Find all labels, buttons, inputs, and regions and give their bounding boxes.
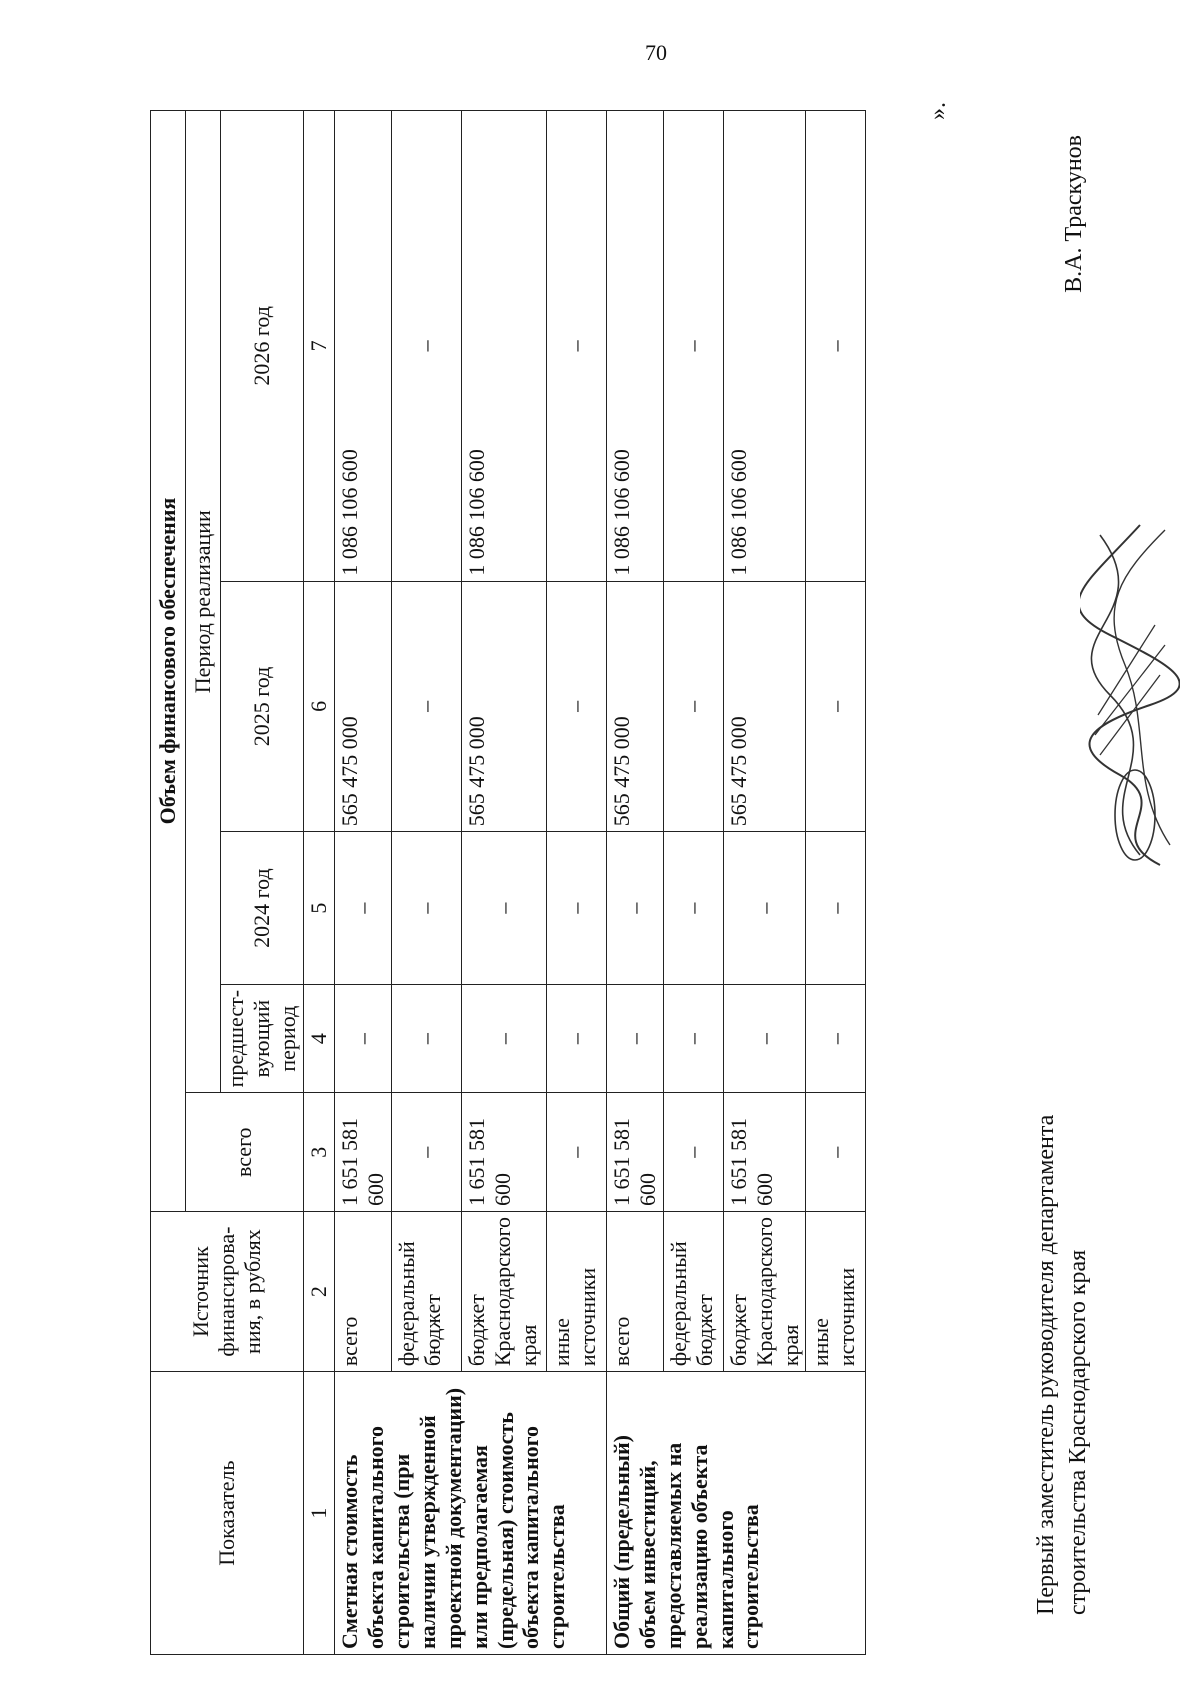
prev-cell: –	[723, 984, 806, 1092]
total-cell: 1 651 581 600	[461, 1093, 546, 1212]
header-2026: 2026 год	[221, 111, 304, 582]
source-cell: бюджет Краснодарского края	[723, 1212, 806, 1372]
total-cell: –	[391, 1093, 461, 1212]
y2024-cell: –	[334, 832, 391, 985]
y2026-cell: –	[391, 111, 461, 582]
signer-name: В.А. Траскунов	[1061, 135, 1087, 293]
source-cell: всего	[606, 1212, 663, 1372]
source-cell: иные источники	[546, 1212, 606, 1372]
total-cell: 1 651 581 600	[334, 1093, 391, 1212]
y2024-cell: –	[461, 832, 546, 985]
col-number: 2	[303, 1212, 334, 1372]
col-number: 6	[303, 581, 334, 832]
total-cell: –	[546, 1093, 606, 1212]
header-period: Период реализации	[186, 111, 221, 1093]
y2024-cell: –	[663, 832, 723, 985]
handwritten-signature	[1080, 515, 1180, 875]
col-number: 5	[303, 832, 334, 985]
financing-table	[150, 110, 866, 1655]
column-number-row	[303, 111, 334, 1655]
total-cell: –	[663, 1093, 723, 1212]
source-cell: всего	[334, 1212, 391, 1372]
source-cell: федеральный бюджет	[391, 1212, 461, 1372]
source-cell: иные источники	[806, 1212, 866, 1372]
y2026-cell: –	[663, 111, 723, 582]
prev-cell: –	[806, 984, 866, 1092]
col-number: 4	[303, 984, 334, 1092]
y2025-cell: 565 475 000	[334, 581, 391, 832]
y2025-cell: –	[806, 581, 866, 832]
prev-cell: –	[606, 984, 663, 1092]
signer-title	[1030, 1115, 1095, 1615]
signer-title-line1: Первый заместитель руководителя департамента	[1033, 1114, 1059, 1615]
y2026-cell: 1 086 106 600	[606, 111, 663, 582]
signer-title-line2: строительства Краснодарского края	[1065, 1249, 1092, 1615]
y2026-cell: 1 086 106 600	[461, 111, 546, 582]
prev-cell: –	[334, 984, 391, 1092]
total-cell: 1 651 581 600	[606, 1093, 663, 1212]
indicator-cell: Общий (предельный) объем инвестиций, предоставляемых на реализацию объекта капитального строительства	[606, 1372, 866, 1655]
rotated-page-content	[150, 102, 1200, 1655]
closing-quote: ».	[925, 102, 951, 120]
y2026-cell: 1 086 106 600	[723, 111, 806, 582]
header-2025: 2025 год	[221, 581, 304, 832]
col-number: 7	[303, 111, 334, 582]
page-number: 70	[645, 40, 667, 65]
y2024-cell: –	[606, 832, 663, 985]
prev-cell: –	[546, 984, 606, 1092]
y2025-cell: 565 475 000	[606, 581, 663, 832]
header-indicator: Показатель	[151, 1372, 304, 1655]
prev-cell: –	[663, 984, 723, 1092]
header-financing-volume: Объем финансового обеспечения	[151, 111, 186, 1212]
total-cell: –	[806, 1093, 866, 1212]
header-source: Источник финансирова-ния, в рублях	[151, 1212, 304, 1372]
prev-cell: –	[461, 984, 546, 1092]
y2024-cell: –	[723, 832, 806, 985]
header-total: всего	[186, 1093, 304, 1212]
table-row	[334, 111, 391, 1655]
y2025-cell: –	[391, 581, 461, 832]
indicator-cell: Сметная стоимость объекта капитального строительства (при наличии утвержденной проектной документации) или предполагаемая (предельная) стоимость объекта капитального строительства	[334, 1372, 606, 1655]
y2024-cell: –	[806, 832, 866, 985]
y2024-cell: –	[391, 832, 461, 985]
y2026-cell: –	[546, 111, 606, 582]
y2026-cell: 1 086 106 600	[334, 111, 391, 582]
header-2024: 2024 год	[221, 832, 304, 985]
y2026-cell: –	[806, 111, 866, 582]
y2025-cell: 565 475 000	[723, 581, 806, 832]
y2025-cell: 565 475 000	[461, 581, 546, 832]
col-number: 3	[303, 1093, 334, 1212]
col-number: 1	[303, 1372, 334, 1655]
header-prev-period: предшест-вующий период	[221, 984, 304, 1092]
y2025-cell: –	[546, 581, 606, 832]
source-cell: федеральный бюджет	[663, 1212, 723, 1372]
y2024-cell: –	[546, 832, 606, 985]
y2025-cell: –	[663, 581, 723, 832]
prev-cell: –	[391, 984, 461, 1092]
table-row	[606, 111, 663, 1655]
total-cell: 1 651 581 600	[723, 1093, 806, 1212]
source-cell: бюджет Краснодарского края	[461, 1212, 546, 1372]
